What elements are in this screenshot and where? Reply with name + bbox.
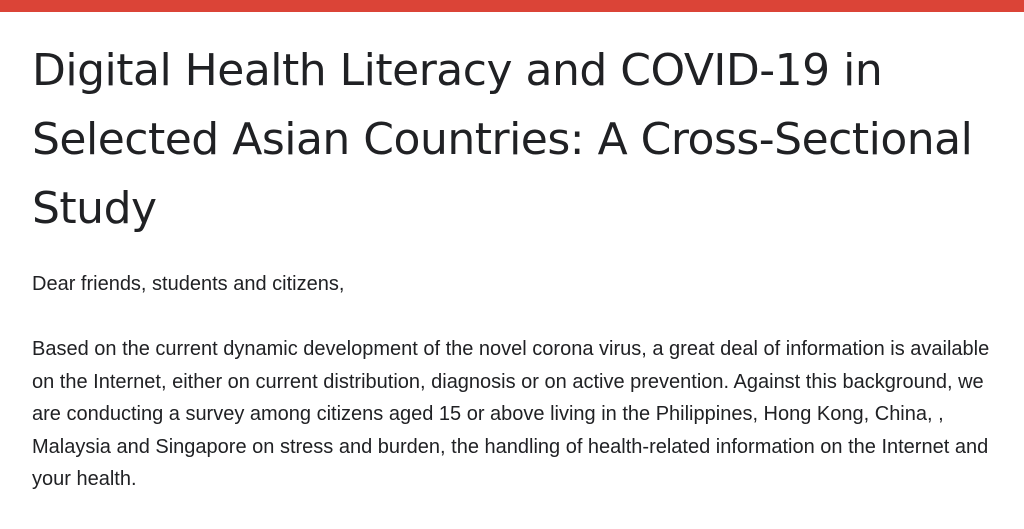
- form-greeting: Dear friends, students and citizens,: [32, 273, 345, 295]
- form-title: Digital Health Literacy and COVID-19 in Selected Asian Countries: A Cross-Sectional Study: [32, 45, 973, 234]
- form-header-card: [0, 12, 1024, 529]
- form-accent-bar: [0, 0, 1024, 12]
- form-description: Based on the current dynamic development of the novel corona virus, a great deal of information is available on the Internet, either on current distribution, diagnosis or on active prevention. Against this background, we are conducting a survey among citizens aged 15 or above living in the Philippines, Hong Kong, China, , Malaysia and Singapore on stress and burden, the handling of health-related information on the Internet and your health.: [32, 338, 990, 490]
